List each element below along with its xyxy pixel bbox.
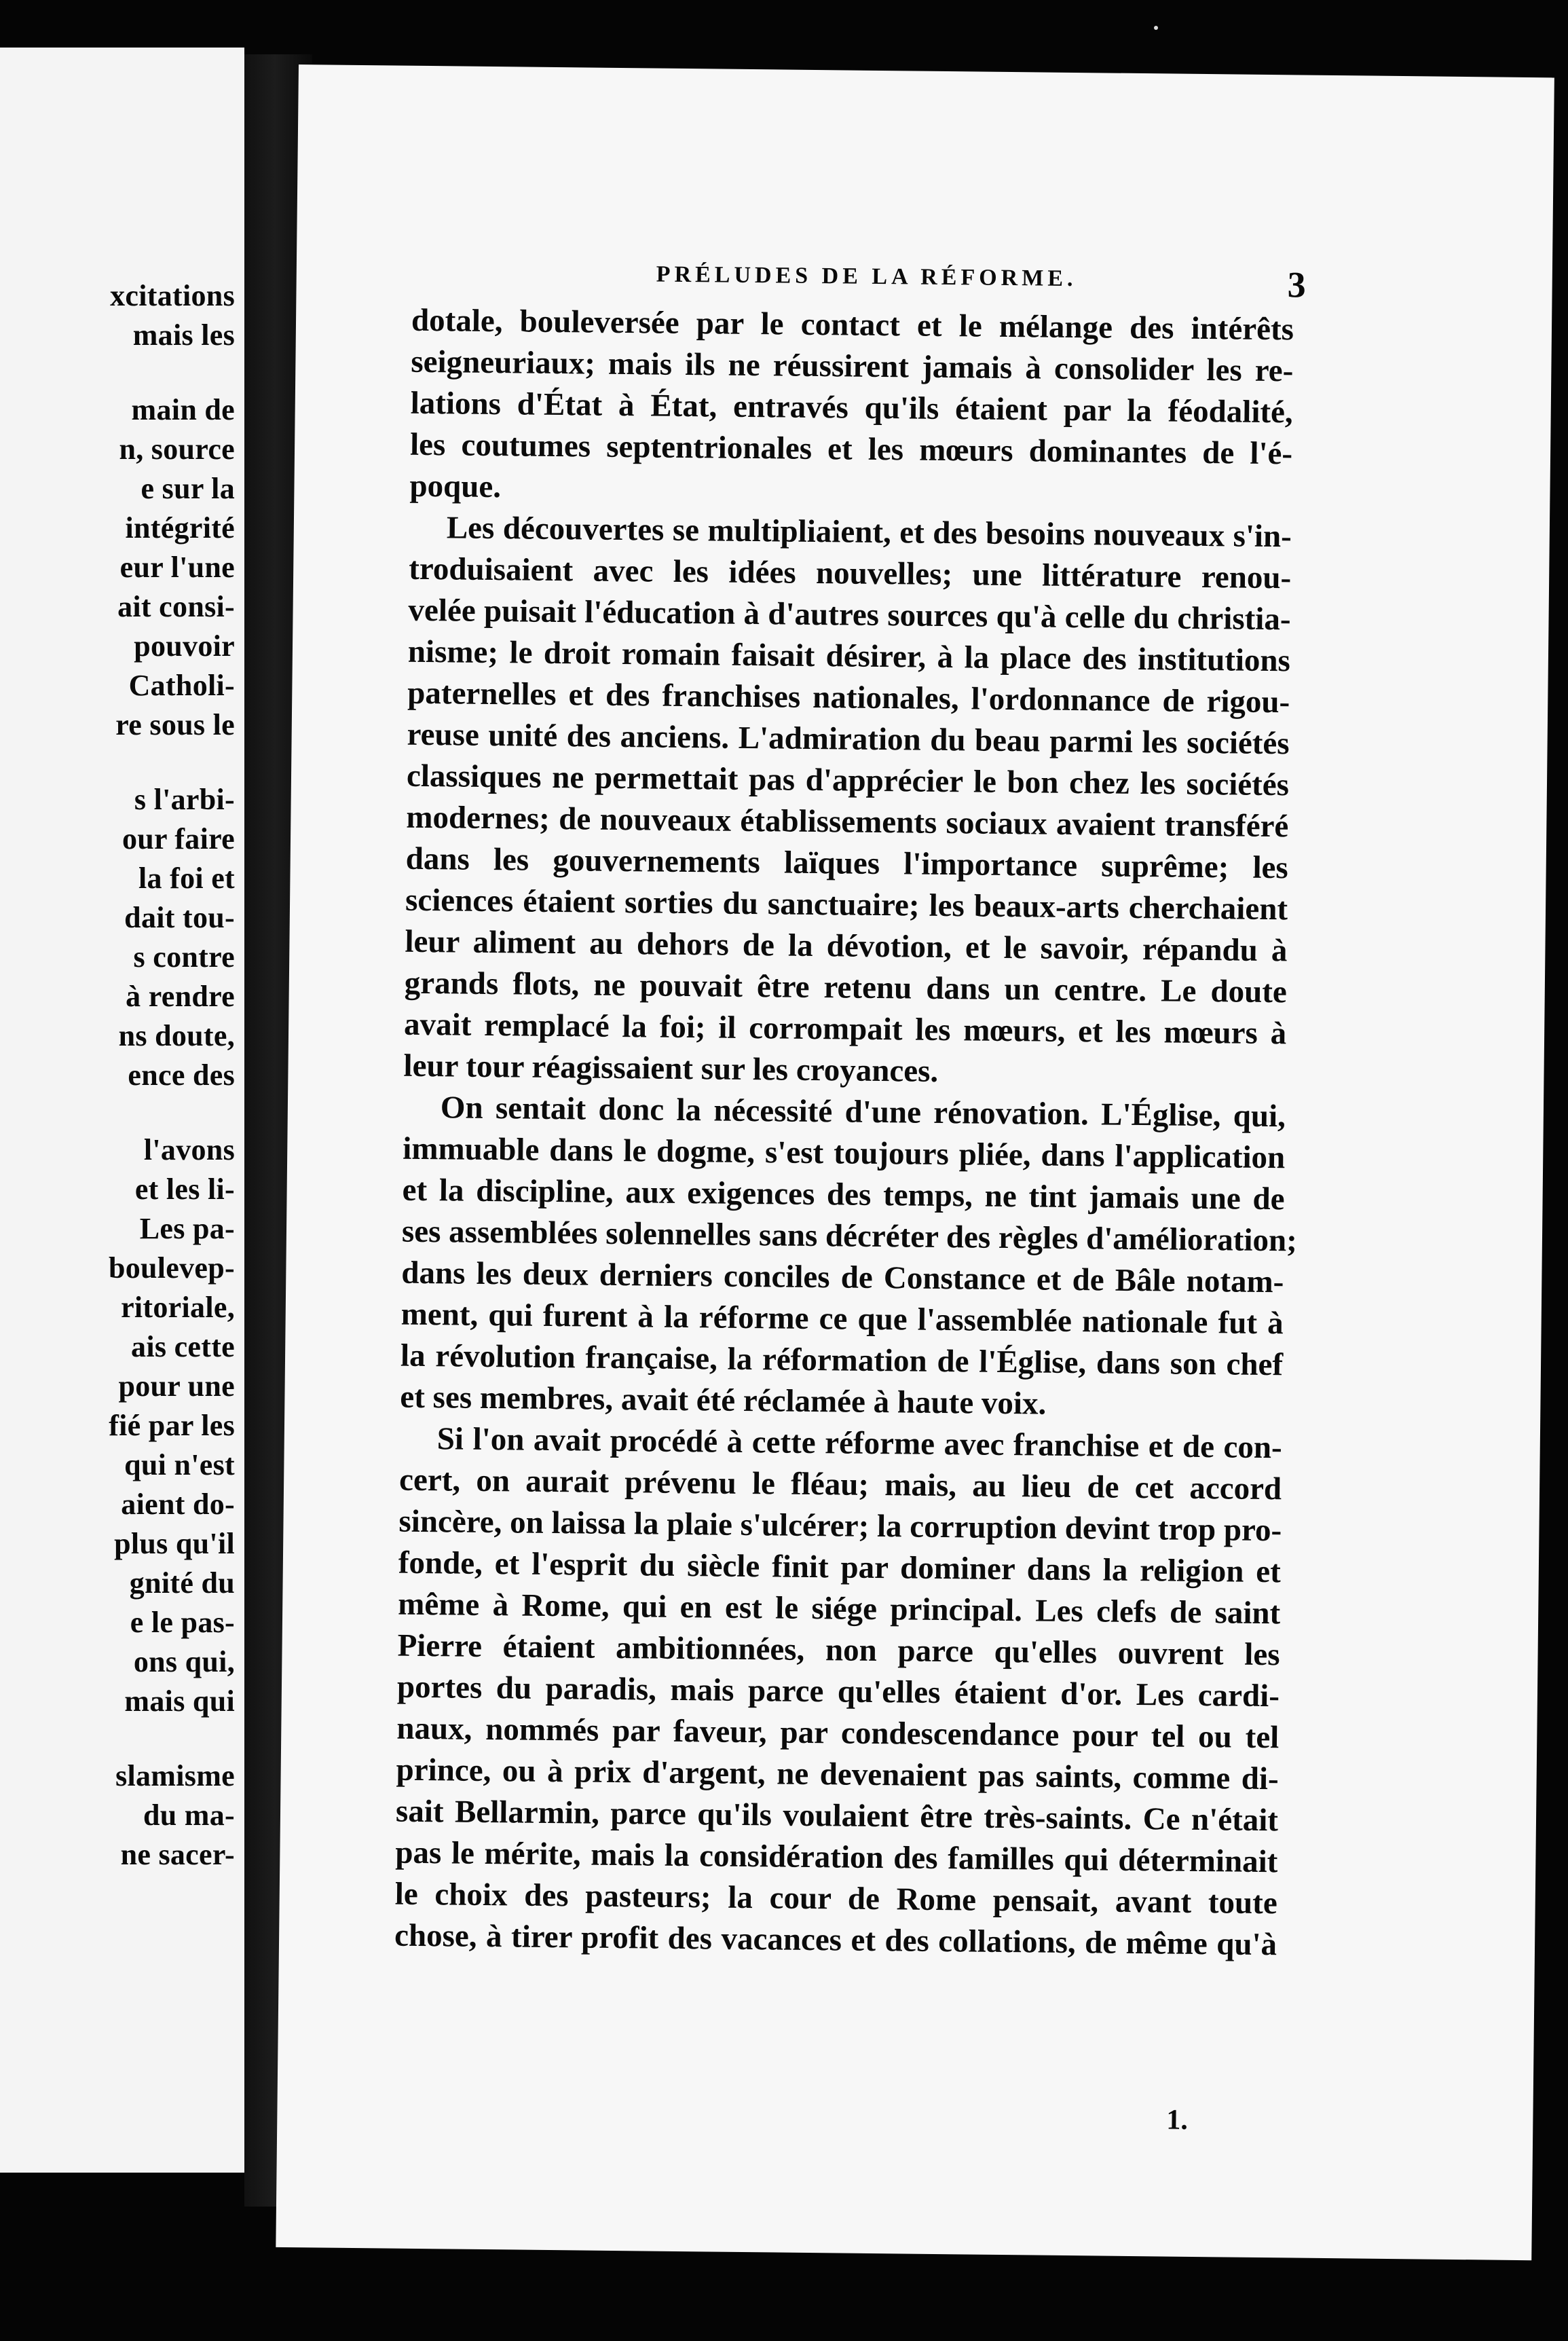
text-line: classiques ne permettait pas d'apprécier le bon chez les sociétés — [406, 758, 1290, 803]
text-line: dans les deux derniers conciles de Constance et de Bâle notam- — [401, 1255, 1284, 1300]
text-line: portes du paradis, mais parce qu'elles étaient d'or. Les cardi- — [396, 1669, 1280, 1714]
left-page-line: aient do- — [121, 1488, 235, 1521]
left-page-line: slamisme — [115, 1759, 235, 1792]
text-line: sincère, on laissa la plaie s'ulcérer; la corruption devint trop pro- — [398, 1503, 1282, 1549]
text-line: ses assemblées solennelles sans décréter des règles d'amélioration; — [401, 1213, 1298, 1259]
running-title: PRÉLUDES DE LA RÉFORME. — [656, 261, 1077, 292]
text-line: et la discipline, aux exigences des temps, ne tint jamais une de — [402, 1172, 1285, 1217]
left-page-fragment — [0, 48, 244, 2173]
text-line: velée puisait l'éducation à d'autres sources qu'à celle du christia- — [408, 592, 1291, 638]
text-line: On sentait donc la nécessité d'une rénovation. L'Église, qui, — [440, 1090, 1286, 1135]
left-page-line: mais qui — [124, 1684, 235, 1718]
body-text — [394, 300, 1298, 1966]
text-line: dans les gouvernements laïques l'importance suprême; les — [405, 841, 1288, 886]
left-page-line: bouleveр- — [108, 1251, 235, 1285]
text-line: même à Rome, qui en est le siége principal. Les clefs de saint — [397, 1586, 1281, 1632]
left-page-line: our faire — [122, 822, 235, 855]
left-page-line: ne sacer- — [120, 1838, 235, 1871]
left-page-line: pouvoir — [134, 629, 235, 663]
left-page-line: l'avons — [143, 1133, 235, 1166]
text-line: grands flots, ne pouvait être retenu dans un centre. Le doute — [404, 965, 1288, 1010]
text-line: modernes; de nouveaux établissements sociaux avaient transféré — [406, 799, 1289, 845]
text-line: la révolution française, la réformation de l'Église, dans son chef — [400, 1338, 1284, 1383]
text-line: naux, nommés par faveur, par condescendance pour tel ou tel — [396, 1710, 1280, 1756]
left-page-line: xcitations — [110, 279, 235, 312]
text-line: leur tour réagissaient sur les croyances. — [403, 1048, 939, 1089]
left-page-line: ence des — [128, 1058, 235, 1092]
text-line: paternelles et des franchises nationales, l'ordonnance de rigou- — [407, 675, 1290, 720]
left-page-line: e le pas- — [130, 1606, 235, 1639]
text-line: immuable dans le dogme, s'est toujours pliée, dans l'application — [403, 1130, 1286, 1176]
left-page-line: Les pa- — [139, 1212, 235, 1245]
left-page-line: ns doute, — [118, 1019, 235, 1052]
text-line: le choix des pasteurs; la cour de Rome pensait, avant toute — [394, 1876, 1277, 1921]
text-line: poque. — [409, 468, 502, 505]
left-page-line: gnité du — [129, 1566, 235, 1600]
text-line: Si l'on avait procédé à cette réforme avec franchise et de con- — [436, 1421, 1283, 1466]
scan-speck — [1154, 26, 1158, 30]
left-page-line: qui n'est — [124, 1448, 235, 1481]
text-line: reuse unité des anciens. L'admiration du beau parmi les sociétés — [407, 716, 1290, 762]
text-line: fonde, et l'esprit du siècle finit par dominer dans la religion et — [398, 1545, 1282, 1590]
left-page-line: main de — [131, 393, 235, 426]
text-line: chose, à tirer profit des vacances et des collations, de même qu'à — [394, 1917, 1277, 1963]
page-number: 3 — [1287, 264, 1306, 306]
left-page-line: Catholi- — [128, 669, 235, 702]
text-line: cert, on aurait prévenu le fléau; mais, au lieu de cet accord — [398, 1462, 1282, 1507]
text-line: Pierre étaient ambitionnées, non parce qu'elles ouvrent les — [397, 1627, 1280, 1673]
text-line: seigneuriaux; mais ils ne réussirent jamais à consolider les re- — [411, 344, 1294, 389]
text-line: lations d'État à État, entravés qu'ils étaient par la féodalité, — [410, 385, 1293, 430]
text-line: Les découvertes se multipliaient, et des besoins nouveaux s'in- — [446, 510, 1292, 555]
left-page-line: re sous le — [115, 708, 235, 741]
text-line: pas le mérite, mais la considération des familles qui déterminait — [395, 1835, 1278, 1880]
left-page-line: s l'arbi- — [134, 783, 235, 816]
text-line: les coutumes septentrionales et les mœurs dominantes de l'é- — [409, 426, 1293, 472]
text-line: dotale, bouleversée par le contact et le mélange des intérêts — [411, 302, 1294, 348]
left-page-line: dait tou- — [124, 901, 235, 934]
text-line: troduisaient avec les idées nouvelles; une littérature renou- — [408, 551, 1292, 596]
left-page-line: à rendre — [126, 980, 235, 1013]
signature-mark: 1. — [1166, 2104, 1189, 2136]
left-page-line: du ma- — [143, 1799, 235, 1832]
left-page-line: mais les — [132, 318, 235, 352]
right-page — [276, 64, 1554, 2260]
left-page-line: s contre — [133, 940, 235, 974]
left-page-line: intégrité — [125, 511, 235, 545]
text-line: et ses membres, avait été réclamée à haute voix. — [400, 1379, 1047, 1422]
left-page-line: ritoriale, — [121, 1291, 235, 1324]
left-page-line: ait consi- — [117, 590, 235, 623]
left-page-line: la foi et — [138, 862, 235, 895]
left-page-line: n, source — [119, 432, 235, 466]
text-line: sait Bellarmin, parce qu'ils voulaient être très-saints. Ce n'était — [395, 1793, 1279, 1839]
text-line: prince, ou à prix d'argent, ne devenaient pas saints, comme di- — [396, 1752, 1279, 1797]
left-page-line: ons qui, — [133, 1645, 235, 1678]
text-line: ment, qui furent à la réforme ce que l'assemblée nationale fut à — [400, 1296, 1284, 1342]
left-page-line: fié par les — [109, 1409, 235, 1442]
text-line: nisme; le droit romain faisait désirer, à la place des institutions — [407, 633, 1291, 679]
left-page-line: et les li- — [134, 1173, 235, 1206]
left-page-line: plus qu'il — [114, 1527, 235, 1560]
text-line: leur aliment au dehors de la dévotion, et le savoir, répandu à — [405, 923, 1288, 969]
left-page-line: eur l'une — [119, 551, 235, 584]
text-line: sciences étaient sorties du sanctuaire; les beaux-arts cherchaient — [405, 882, 1288, 927]
left-page-line: pour une — [118, 1369, 235, 1403]
left-page-line: e sur la — [141, 472, 235, 505]
text-line: avait remplacé la foi; il corrompait les mœurs, et les mœurs à — [403, 1006, 1287, 1052]
left-page-line: ais cette — [131, 1330, 235, 1363]
